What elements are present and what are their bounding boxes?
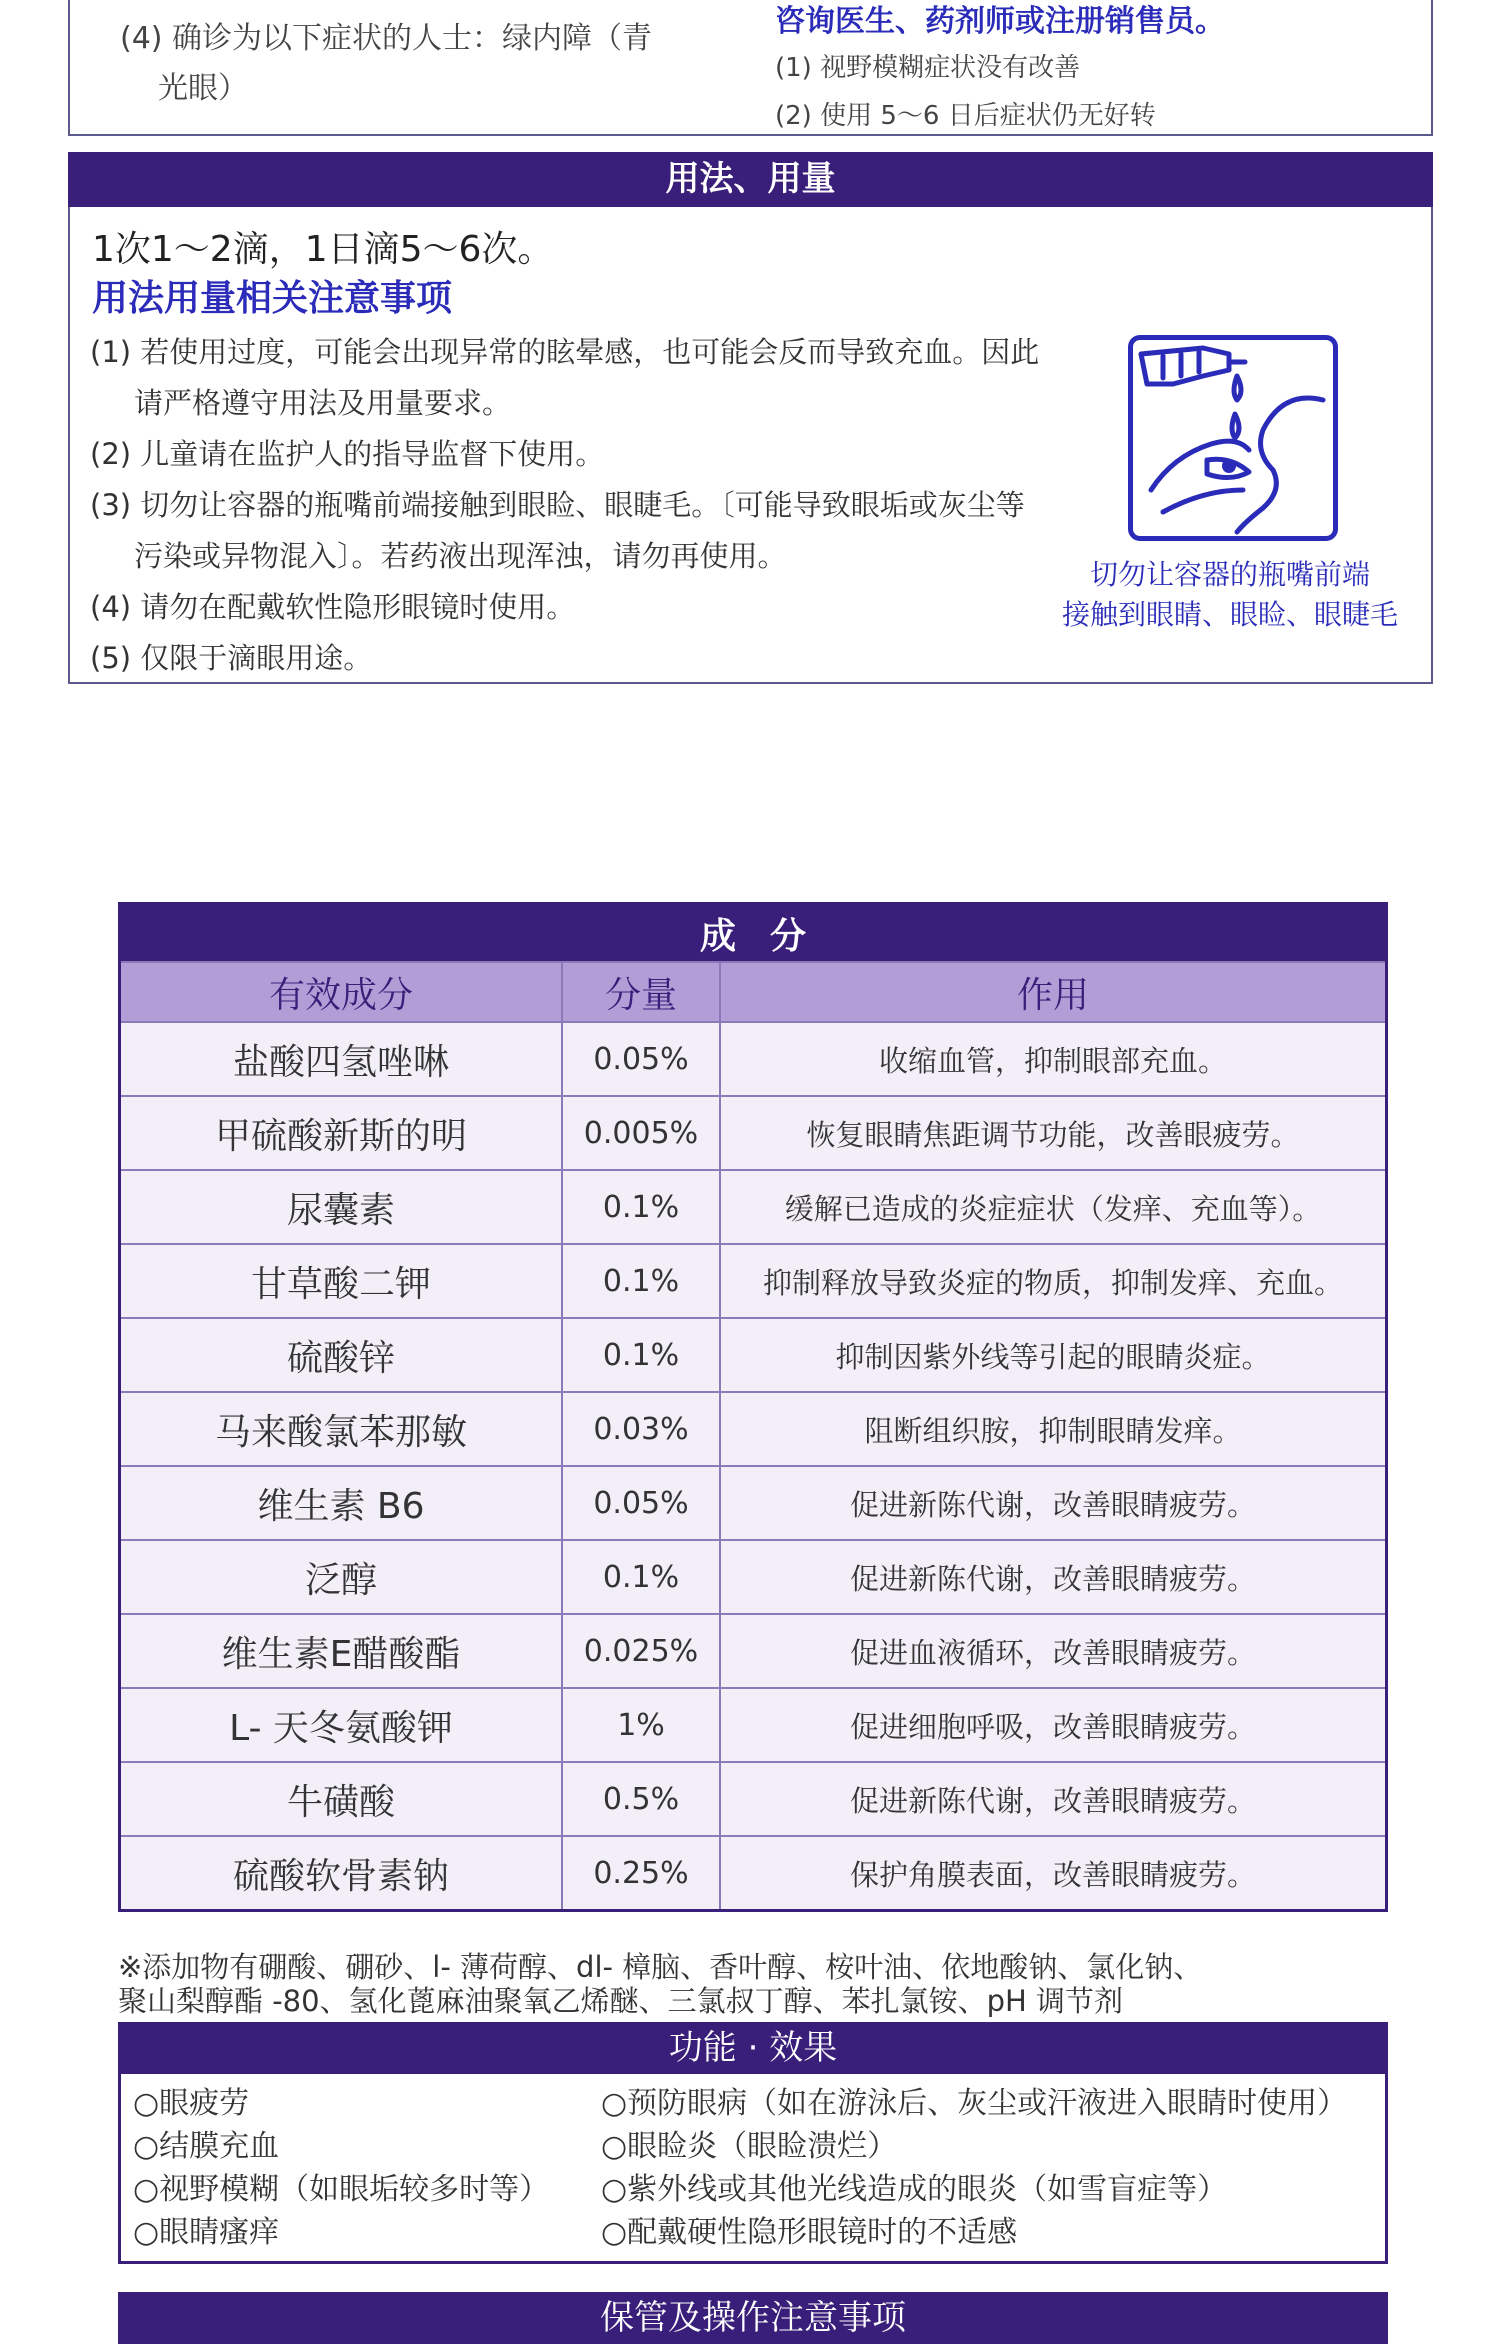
table-row [120,1762,1387,1836]
consult-heading: 咨询医生、药剂师或注册销售员。 [775,4,1225,39]
illustration-caption [1030,555,1430,635]
effect-item: ○眼睛瘙痒 [133,2215,280,2250]
ingredient-effect: 保护角膜表面，改善眼睛疲劳。 [720,1836,1387,1911]
consult-item: (1) 视野模糊症状没有改善 [775,53,1081,83]
ingredient-effect: 促进新陈代谢，改善眼睛疲劳。 [720,1540,1387,1614]
table-row [120,1614,1387,1688]
table-row [120,1022,1387,1096]
usage-note: (2) 儿童请在监护人的指导监督下使用。 [90,437,605,471]
ingredient-amount: 0.005% [562,1096,720,1170]
ingredient-amount: 0.025% [562,1614,720,1688]
table-row [120,1540,1387,1614]
effect-item: ○紫外线或其他光线造成的眼炎（如雪盲症等） [601,2172,1228,2207]
effect-item: ○眼疲劳 [133,2086,250,2121]
ingredient-effect: 恢复眼睛焦距调节功能，改善眼疲劳。 [720,1096,1387,1170]
ingredient-effect: 促进血液循环，改善眼睛疲劳。 [720,1614,1387,1688]
warnings-box [68,0,1433,136]
ingredient-amount: 0.25% [562,1836,720,1911]
effects-left-list [133,2082,603,2254]
warning-item-cont: 光眼） [158,71,248,106]
ingredient-amount: 0.05% [562,1466,720,1540]
effect-item: ○眼睑炎（眼睑溃烂） [601,2129,898,2164]
table-row [120,1836,1387,1911]
ingredient-effect: 抑制释放导致炎症的物质，抑制发痒、充血。 [720,1244,1387,1318]
ingredient-amount: 0.5% [562,1762,720,1836]
usage-note: (5) 仅限于滴眼用途。 [90,641,373,675]
caption-line: 接触到眼睛、眼睑、眼睫毛 [1061,598,1398,631]
effect-item: ○结膜充血 [133,2129,280,2164]
usage-note: (1) 若使用过度，可能会出现异常的眩晕感，也可能会反而导致充血。因此 [90,335,1040,369]
effects-section [118,2074,1388,2264]
column-header-amount: 分量 [562,962,720,1022]
ingredient-name: 牛磺酸 [120,1762,563,1836]
usage-note-cont: 请严格遵守用法及用量要求。 [134,386,512,420]
table-row [120,1318,1387,1392]
ingredient-effect: 收缩血管，抑制眼部充血。 [720,1022,1387,1096]
ingredient-effect: 抑制因紫外线等引起的眼睛炎症。 [720,1318,1387,1392]
ingredient-name: 维生素 B6 [120,1466,563,1540]
ingredient-effect: 促进新陈代谢，改善眼睛疲劳。 [720,1762,1387,1836]
usage-note: (3) 切勿让容器的瓶嘴前端接触到眼睑、眼睫毛。〔可能导致眼垢或灰尘等 [90,488,1025,522]
ingredient-effect: 促进细胞呼吸，改善眼睛疲劳。 [720,1688,1387,1762]
table-row [120,1170,1387,1244]
storage-header: 保管及操作注意事项 [118,2292,1388,2344]
effect-item: ○配戴硬性隐形眼镜时的不适感 [601,2215,1018,2250]
ingredient-name: 泛醇 [120,1540,563,1614]
table-row [120,1392,1387,1466]
warnings-left [120,14,760,114]
ingredient-effect: 促进新陈代谢，改善眼睛疲劳。 [720,1466,1387,1540]
ingredient-amount: 0.03% [562,1392,720,1466]
consult-item: (2) 使用 5～6 日后症状仍无好转 [775,101,1156,131]
table-row [120,1466,1387,1540]
ingredients-title: 成分 [120,904,1387,963]
effect-item: ○预防眼病（如在游泳后、灰尘或汗液进入眼睛时使用） [601,2086,1348,2121]
ingredient-amount: 0.1% [562,1244,720,1318]
ingredient-effect: 缓解已造成的炎症症状（发痒、充血等）。 [720,1170,1387,1244]
caption-line: 切勿让容器的瓶嘴前端 [1089,558,1370,591]
ingredient-name: 甲硫酸新斯的明 [120,1096,563,1170]
ingredients-table [118,902,1388,1912]
warning-item: (4) 确诊为以下症状的人士：绿内障（青 [120,21,653,56]
ingredient-name: 维生素E醋酸酯 [120,1614,563,1688]
ingredient-name: 尿囊素 [120,1170,563,1244]
effects-header: 功能 · 效果 [118,2022,1388,2074]
column-header-ingredient: 有效成分 [120,962,563,1022]
table-row [120,1688,1387,1762]
ingredient-amount: 1% [562,1688,720,1762]
effects-right-list [601,2082,1391,2254]
ingredient-name: 硫酸软骨素钠 [120,1836,563,1911]
ingredient-effect: 阻断组织胺，抑制眼睛发痒。 [720,1392,1387,1466]
usage-notes-title: 用法用量相关注意事项 [92,278,453,319]
usage-section [68,207,1433,684]
table-row [120,1096,1387,1170]
dose-text: 1次1～2滴，1日滴5～6次。 [92,229,554,270]
usage-note-cont: 污染或异物混入〕。若药液出现浑浊，请勿再使用。 [134,539,787,573]
ingredient-amount: 0.1% [562,1318,720,1392]
additives-line: ※添加物有硼酸、硼砂、l- 薄荷醇、dl- 樟脑、香叶醇、桉叶油、依地酸钠、氯化钠、 [118,1950,1203,1984]
additives-note [118,1950,1408,2018]
ingredient-amount: 0.05% [562,1022,720,1096]
usage-note: (4) 请勿在配戴软性隐形眼镜时使用。 [90,590,576,624]
ingredient-amount: 0.1% [562,1170,720,1244]
ingredient-name: 硫酸锌 [120,1318,563,1392]
additives-line: 聚山梨醇酯 -80、氢化蓖麻油聚氧乙烯醚、三氯叔丁醇、苯扎氯铵、pH 调节剂 [118,1984,1124,2018]
ingredient-amount: 0.1% [562,1540,720,1614]
usage-header: 用法、用量 [68,152,1433,207]
ingredient-name: 甘草酸二钾 [120,1244,563,1318]
warnings-right [775,0,1425,140]
ingredient-name: 盐酸四氢唑啉 [120,1022,563,1096]
table-row [120,1244,1387,1318]
column-header-effect: 作用 [720,962,1387,1022]
ingredient-name: L- 天冬氨酸钾 [120,1688,563,1762]
usage-notes-list [90,327,1160,684]
eye-drop-illustration-icon [1128,335,1338,541]
effect-item: ○视野模糊（如眼垢较多时等） [133,2172,550,2207]
ingredient-name: 马来酸氯苯那敏 [120,1392,563,1466]
